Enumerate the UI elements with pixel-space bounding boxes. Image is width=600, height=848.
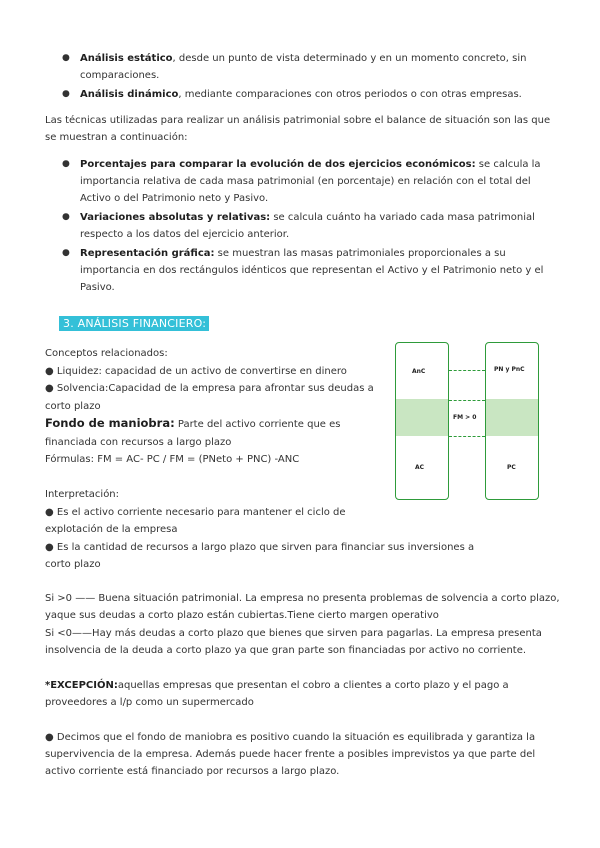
fm-label: FM > 0 xyxy=(453,414,477,421)
fm-band-right xyxy=(486,399,538,436)
fm-band-left xyxy=(396,399,448,436)
anc-label: AnC xyxy=(412,368,426,375)
positive-case: Si >0 —— Buena situación patrimonial. La empresa no presenta problemas de solvencia a corto plazo, yaque sus deudas a corto plazo están cubiertas.Tiene cierto margen operativo xyxy=(45,593,560,621)
list-item: ● Análisis dinámico, mediante comparaciones con otros periodos o con otras empresas. xyxy=(62,89,522,100)
interpretation-item-2: ● Es la cantidad de recursos a largo plazo que sirven para financiar sus inversiones a corto plazo xyxy=(45,541,475,570)
pn-pnc-label: PN y PnC xyxy=(494,366,525,373)
formulas: Fórmulas: FM = AC- PC / FM = (PNeto + PNC) -ANC xyxy=(45,454,300,465)
techniques-intro: Las técnicas utilizadas para realizar un análisis patrimonial sobre el balance de situación son las que se muestran a continuación: xyxy=(45,115,551,143)
negative-case: Si <0——Hay más deudas a corto plazo que bienes que sirven para pagarlas. La empresa presenta insolvencia de la deuda a corto plazo ya que gran parte son financiadas por activo no corriente. xyxy=(45,628,542,656)
conclusion: ● Decimos que el fondo de maniobra es positivo cuando la situación es equilibrada y garantiza la supervivencia de la empresa. Además puede hacer frente a posibles imprevistos ya que parte del activo corriente está financiado por recursos a largo plazo. xyxy=(45,732,536,777)
techniques-list xyxy=(62,156,560,298)
concepts-title: Conceptos relacionados: xyxy=(45,348,168,359)
list-item: ● Análisis estático, desde un punto de vista determinado y en un momento concreto, sin comparaciones. xyxy=(62,53,527,81)
list-item: ● Porcentajes para comparar la evolución de dos ejercicios económicos: se calcula la importancia relativa de cada masa patrimonial (en porcentaje) en relación con el total del Activo o del Patrimonio neto y Pasivo. xyxy=(62,159,541,204)
interpretation-block xyxy=(45,486,475,574)
interpretation-item-1: ● Es el activo corriente necesario para mantener el ciclo de explotación de la empresa xyxy=(45,506,346,535)
ac-label: AC xyxy=(415,464,425,471)
list-item: ● Variaciones absolutas y relativas: se calcula cuánto ha variado cada masa patrimonial respecto a los datos del ejercicio anterior. xyxy=(62,212,535,240)
concepts-block xyxy=(45,345,375,469)
solvencia-item: ● Solvencia:Capacidad de la empresa para afrontar sus deudas a corto plazo xyxy=(45,383,374,412)
section-heading: 3. ANÁLISIS FINANCIERO: xyxy=(59,316,209,331)
interpretation-title: Interpretación: xyxy=(45,489,120,500)
dashed-line xyxy=(449,370,485,371)
liquidez-item: ● Liquidez: capacidad de un activo de convertirse en dinero xyxy=(45,365,347,377)
fondo-maniobra-def: Fondo de maniobra: Parte del activo corriente que es financiada con recursos a largo plazo xyxy=(45,416,341,448)
asset-rectangle xyxy=(395,342,449,500)
analysis-types-list xyxy=(62,50,560,105)
pc-label: PC xyxy=(507,464,516,471)
dashed-line xyxy=(449,436,485,437)
exception-note: *EXCEPCIÓN:aquellas empresas que presentan el cobro a clientes a corto plazo y el pago a proveedores a l/p como un supermercado xyxy=(45,680,509,708)
list-item: ● Representación gráfica: se muestran las masas patrimoniales proporcionales a su importancia en dos rectángulos idénticos que representan el Activo y el Patrimonio neto y el Pasivo. xyxy=(62,248,544,293)
dashed-line xyxy=(449,400,485,401)
balance-diagram xyxy=(393,342,543,502)
